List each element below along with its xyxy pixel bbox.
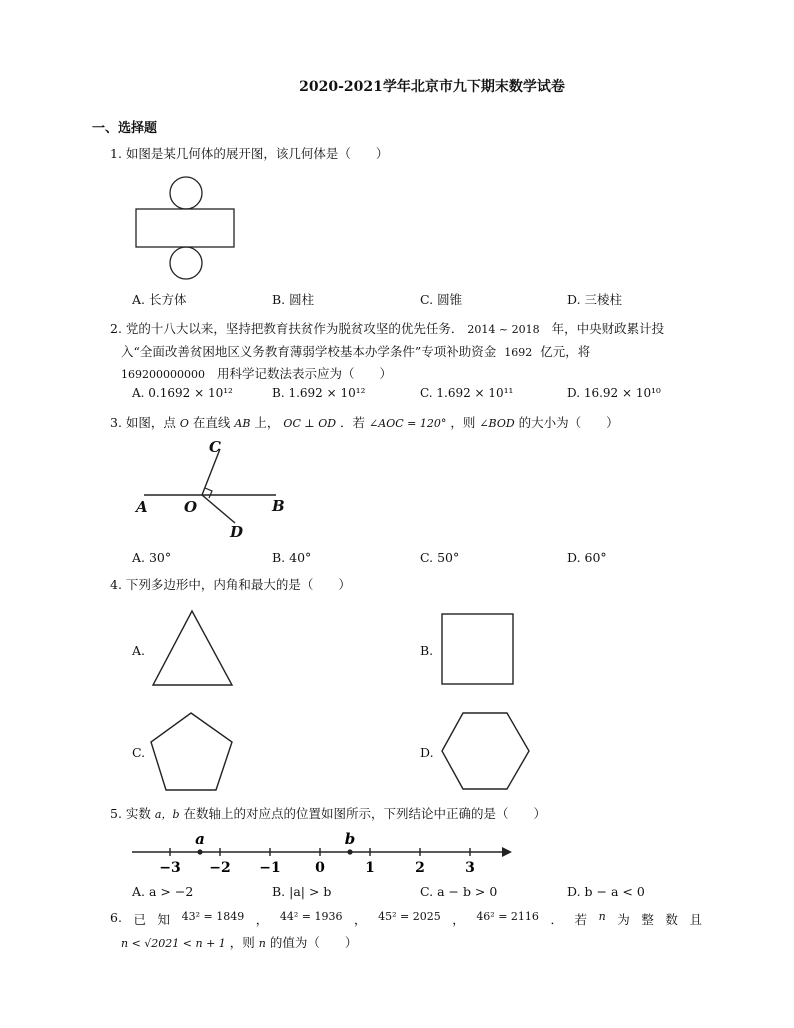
q3-text-f: 的大小为（ ） [518,415,619,430]
q5-option-a-text: A. a > −2 [132,884,194,899]
q1-option-c[interactable]: C. 圆锥 [420,292,463,307]
q2-text-3: 用科学记数法表示应为（ ） [216,366,392,381]
number-line-tick-label: 2 [415,860,425,876]
q3-text-e: ，则 [450,415,476,430]
q5-text-a: 5. 实数 [110,806,151,821]
q5-option-c-text: C. a − b > 0 [420,884,498,899]
q2-text-1: 2. 党的十八大以来，坚持把教育扶贫作为脱贫攻坚的优先任务． [110,321,464,336]
q6-token: 若 [574,912,588,927]
q6-token: 且 [689,912,702,927]
q2-option-d[interactable]: D. 16.92 × 10¹⁰ [567,386,661,400]
q3-text-d: ．若 [340,415,366,430]
q6-n: n [258,937,266,950]
q6-token: n [598,910,606,923]
q3-text-a: 3. 如图，点 [110,415,176,430]
section-heading: 一、选择题 [92,121,158,136]
q3-label-d: D [230,523,244,541]
q3-option-d[interactable]: D. 60° [567,550,607,565]
q4-stem: 4. 下列多边形中，内角和最大的是（ ） [110,577,351,592]
q6-token: 知 [157,912,171,927]
q4-option-d-label[interactable]: D. [420,745,434,760]
q5-option-d-text: D. b − a < 0 [567,884,645,899]
q6-token: 为 [617,912,630,927]
q3-label-b: B [272,497,285,515]
number-line-tick-label: 1 [365,860,375,876]
question-1-stem: 1. 如图是某几何体的展开图，该几何体是（ ） [110,146,389,161]
q6-token: ， [452,912,465,927]
q2-years: 2014 ~ 2018 [467,323,540,336]
q3-label-o: O [184,498,198,516]
q1-option-b[interactable]: B. 圆柱 [272,292,315,307]
q1-net-figure [130,176,240,284]
q3-text-b: 在直线 [192,415,231,430]
q6-token: 43² = 1849 [181,910,245,923]
q3-option-c[interactable]: C. 50° [420,550,460,565]
q2-text-1b: 年，中央财政累计投 [551,321,665,336]
q2-line-2 [121,342,590,360]
q3-bod: ∠BOD [479,417,515,430]
square-shape[interactable] [440,612,516,686]
q5-text-b: 在数轴上的对应点的位置如图所示，下列结论中正确的是（ ） [183,806,546,821]
q5-stem [110,804,546,822]
q3-angle: ∠AOC = 120° [369,417,447,430]
number-line-tick-label: −3 [159,860,181,876]
q6-token: 46² = 2116 [476,910,539,923]
q1-option-d[interactable]: D. 三棱柱 [567,292,623,307]
q3-stem [110,413,619,431]
q6-token: 6. [110,910,122,925]
number-line-point-label-a: a [195,830,205,848]
q6-text-2c: 的值为（ ） [269,935,358,950]
q3-option-a[interactable]: A. 30° [132,550,172,565]
q5-option-a[interactable] [132,884,193,899]
q6-token: ， [354,912,367,927]
q3-line-ab: AB [234,417,251,430]
number-line-tick-label: −1 [259,860,281,876]
q6-text-2b: ，则 [229,935,255,950]
q2-line-3 [121,364,392,382]
q2-number: 169200000000 [121,368,205,381]
triangle-shape[interactable] [150,608,236,688]
q6-token: ， [255,912,269,927]
q6-token: 45² = 2025 [378,910,441,923]
q3-point-o: O [179,417,189,430]
q4-option-b-label[interactable]: B. [420,643,434,658]
q3-text-c: 上， [254,415,280,430]
q5-option-c[interactable] [420,884,497,899]
q4-option-a-label[interactable]: A. [132,643,146,658]
q6-token: 已 [133,912,146,927]
q5-option-d[interactable] [567,884,645,899]
number-line-point-b [347,849,352,854]
number-line-tick-label: 0 [315,860,325,876]
q2-option-b[interactable]: B. 1.692 × 10¹² [272,386,366,400]
number-line [130,830,520,878]
q1-option-a[interactable]: A. 长方体 [132,292,187,307]
q2-option-c[interactable]: C. 1.692 × 10¹¹ [420,386,514,400]
hexagon-shape[interactable] [440,710,532,792]
q5-option-b[interactable] [272,884,331,899]
q2-option-a[interactable]: A. 0.1692 × 10¹² [132,386,233,400]
q6-line-2 [121,933,357,951]
q3-option-b[interactable]: B. 40° [272,550,312,565]
q6-inequality: n < √2021 < n + 1 [121,937,226,950]
q6-line-1 [110,910,702,928]
pentagon-shape[interactable] [148,710,236,792]
number-line-arrow [502,847,512,857]
q5-option-b-text: B. |a| > b [272,884,332,899]
q2-text-2b: 亿元，将 [540,344,591,359]
q2-amount: 1692 [504,346,533,359]
q6-token: 整 [641,912,654,927]
q2-line-1 [110,319,664,337]
q6-token: 数 [665,912,678,927]
number-line-tick-label: 3 [465,860,475,876]
q6-token: ． [550,912,563,927]
q4-option-c-label[interactable]: C. [132,745,146,760]
q2-text-2: 入“全面改善贫困地区义务教育薄弱学校基本办学条件”专项补助资金 [121,344,497,359]
number-line-tick-label: −2 [209,860,231,876]
q3-label-c: C [209,438,221,456]
q6-token: 44² = 1936 [279,910,343,923]
number-line-point-label-b: b [344,830,356,848]
q3-label-a: A [136,498,148,516]
q5-vars: a，b [154,808,180,821]
page-title: 2020-2021学年北京市九下期末数学试卷 [299,79,565,95]
number-line-point-a [197,849,202,854]
q3-perp: OC ⊥ OD [283,417,337,430]
